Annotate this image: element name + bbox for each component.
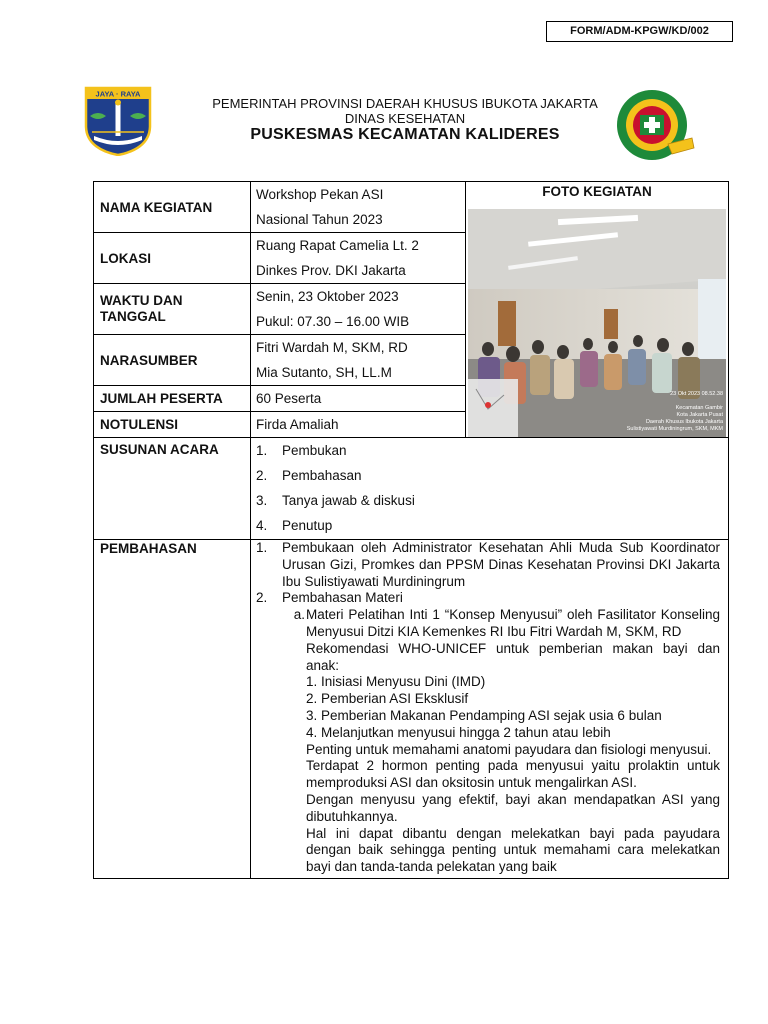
paragraph: Dengan menyusu yang efektif, bayi akan mendapatkan ASI yang dibutuhkannya.	[306, 791, 720, 824]
paragraph: Hal ini dapat dibantu dengan melekatkan bayi pada payudara dengan baik sehingga penting untuk memahami cara melekatkan bayi dan tanda-tanda pelekatan yang baik	[306, 825, 720, 875]
label-lokasi: LOKASI	[94, 233, 251, 284]
pembahasan-item: 1. Pembukaan oleh Administrator Kesehatan Ahli Muda Sub Koordinator Urusan Gizi, Promkes dan PPSM Dinas Kesehatan Provinsi DKI Jakarta Ibu Sulistiyawati Murdiningrum	[256, 540, 720, 589]
value-lokasi: Ruang Rapat Camelia Lt. 2 Dinkes Prov. DKI Jakarta	[251, 233, 466, 284]
value-pembahasan	[251, 540, 729, 879]
rekomendasi-item: 2. Pemberian ASI Eksklusif	[306, 691, 469, 707]
jaya-raya-logo	[84, 86, 152, 156]
activity-photo	[468, 209, 726, 437]
value-waktu-tanggal: Senin, 23 Oktober 2023 Pukul: 07.30 – 16.00 WIB	[251, 284, 466, 335]
agenda-item: 4. Penutup	[256, 518, 333, 533]
label-jumlah-peserta: JUMLAH PESERTA	[94, 386, 251, 412]
header-department: DINAS KESEHATAN	[344, 111, 466, 126]
svg-text:Daerah Khusus Ibukota Jakarta: Daerah Khusus Ibukota Jakarta	[645, 419, 723, 425]
label-notulensi: NOTULENSI	[94, 412, 251, 438]
svg-text:JAYA · RAYA: JAYA · RAYA	[95, 89, 141, 99]
pembahasan-sub-a: a. Materi Pelatihan Inti 1 “Konsep Menyusui” oleh Fasilitator Konseling Menyusui Ditzi KIA Kemenkes RI Ibu Fitri Wardah M, SKM, RD Rekomendasi WHO-UNICEF untuk pemberian makan bayi dan anak: 1. Inisiasi Menyusu Dini (IMD) 2. Pemberian ASI Eksklusif 3. Pemberian Makanan Pendamping ASI sejak usia 6 bulan 4. Melanjutkan menyusui hingga 2 tahun atau lebih Penting untuk memahami anatomi payudara dan fisiologi menyusui. Terdapat 2 hormon penting pada menyusui yaitu prolaktin untuk memproduksi ASI dan oksitosin untuk mengalirkan ASI. Dengan menyusu yang efektif, bayi akan mendapatkan ASI yang dibutuhkannya. Hal ini dapat dibantu dengan melekatkan bayi pada payudara dengan baik sehingga penting untuk memahami cara melekatkan bayi dan tanda-tanda pelekatan yang baik	[293, 607, 720, 875]
label-narasumber: NARASUMBER	[94, 335, 251, 386]
materi-intro: Materi Pelatihan Inti 1 “Konsep Menyusui” oleh Fasilitator Konseling Menyusui Ditzi KIA Kemenkes RI Ibu Fitri Wardah M, SKM, RD	[306, 607, 720, 639]
agenda-item: 1. Pembukan	[256, 443, 347, 458]
activity-report-table	[93, 181, 729, 879]
pembahasan-item: 2. Pembahasan Materi	[256, 590, 403, 606]
label-pembahasan: PEMBAHASAN	[94, 540, 251, 879]
agenda-item: 3. Tanya jawab & diskusi	[256, 493, 415, 508]
paragraph: Penting untuk memahami anatomi payudara dan fisiologi menyusui.	[306, 741, 712, 757]
svg-text:Kota Jakarta Pusat: Kota Jakarta Pusat	[676, 412, 723, 418]
foto-kegiatan-cell	[466, 182, 729, 438]
rekomendasi-text: Rekomendasi WHO-UNICEF untuk pemberian makan bayi dan anak:	[306, 640, 720, 673]
foto-kegiatan-label: FOTO KEGIATAN	[542, 184, 652, 199]
puskesmas-logo	[614, 88, 696, 164]
rekomendasi-item: 1. Inisiasi Menyusu Dini (IMD)	[306, 674, 486, 690]
rekomendasi-item: 4. Melanjutkan menyusui hingga 2 tahun atau lebih	[306, 724, 611, 740]
value-susunan-acara	[251, 438, 729, 540]
label-nama-kegiatan: NAMA KEGIATAN	[94, 182, 251, 233]
agenda-item: 2. Pembahasan	[256, 468, 362, 483]
value-jumlah-peserta: 60 Peserta	[251, 386, 466, 412]
paragraph: Terdapat 2 hormon penting pada menyusui yaitu prolaktin untuk memproduksi ASI dan oksitosin untuk mengalirkan ASI.	[306, 758, 720, 791]
header-government: PEMERINTAH PROVINSI DAERAH KHUSUS IBUKOTA JAKARTA	[212, 96, 598, 111]
form-code: FORM/ADM-KPGW/KD/002	[546, 21, 733, 42]
label-waktu-tanggal: WAKTU DAN TANGGAL	[94, 284, 251, 335]
label-susunan-acara: SUSUNAN ACARA	[94, 438, 251, 540]
value-narasumber: Fitri Wardah M, SKM, RD Mia Sutanto, SH, LL.M	[251, 335, 466, 386]
rekomendasi-item: 3. Pemberian Makanan Pendamping ASI sejak usia 6 bulan	[306, 707, 662, 723]
value-nama-kegiatan: Workshop Pekan ASI Nasional Tahun 2023	[251, 182, 466, 233]
svg-text:Kecamatan Gambir: Kecamatan Gambir	[675, 405, 723, 411]
svg-text:Sulistiyawati Murdiningrum, SK: Sulistiyawati Murdiningrum, SKM, MKM	[626, 426, 723, 432]
value-notulensi: Firda Amaliah	[251, 412, 466, 438]
header-puskesmas: PUSKESMAS KECAMATAN KALIDERES	[250, 126, 560, 143]
svg-text:23 Okt 2023 08.52.38: 23 Okt 2023 08.52.38	[670, 391, 723, 397]
